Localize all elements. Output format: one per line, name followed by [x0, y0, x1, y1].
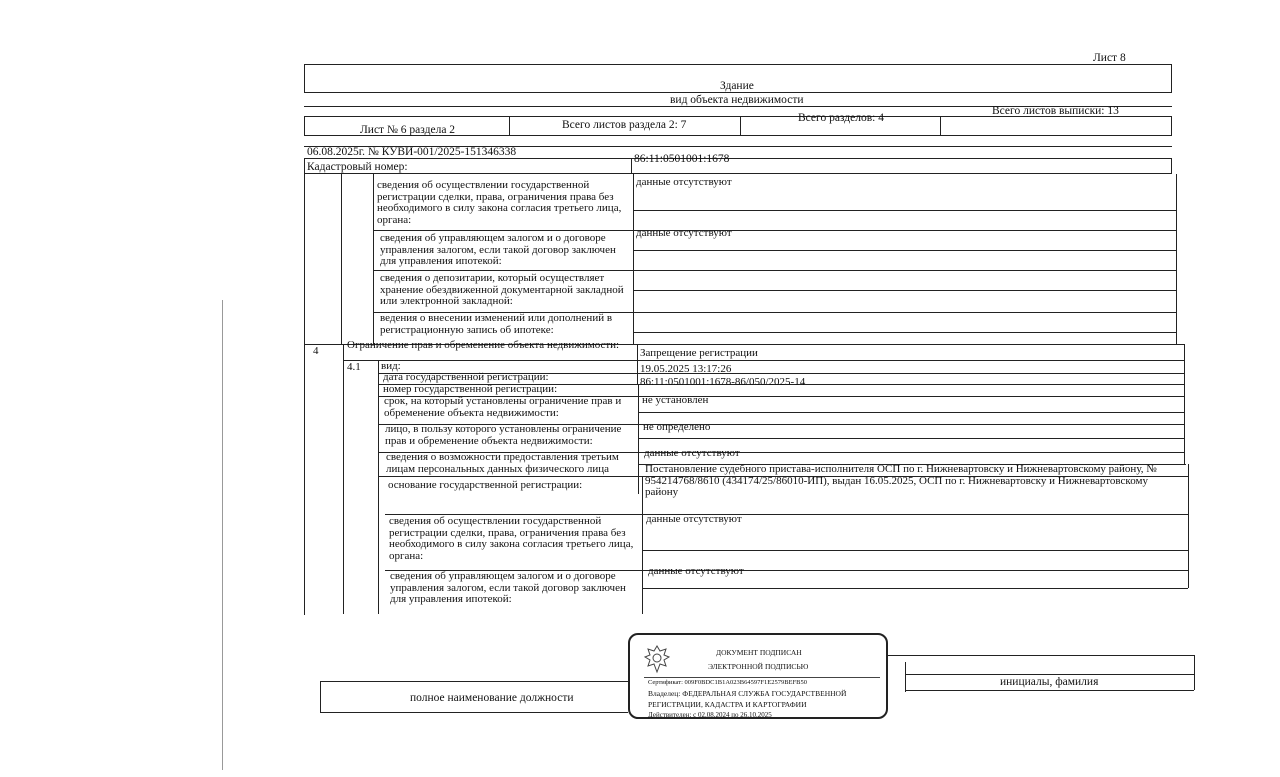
section4-row-line [638, 412, 1184, 413]
sheet-section: Лист № 6 раздела 2 [360, 124, 456, 136]
table-left-border [304, 174, 305, 615]
total-section-sheets: Всего листов раздела 2: 7 [562, 119, 687, 131]
section4-row-value: Постановление судебного пристава-исполнителя ОСП по г. Нижневартовску и Нижневартовскому району, № 954214768/8610 (434174/25/86010-ИП), выдан 16.05.2025, ОСП по г. Нижневартовску и Нижневартовскому району [645, 463, 1157, 498]
date-number: 06.08.2025г. № КУВИ-001/2025-151346338 [307, 146, 517, 158]
section4-row-value: не установлен [642, 394, 709, 406]
scan-edge-line [222, 300, 223, 770]
upper-row-value: данные отсутствуют [636, 227, 732, 239]
upper-row-line-3 [373, 270, 1176, 271]
upper-row-line-2 [373, 230, 1176, 231]
stamp-separator [644, 677, 880, 678]
stamp-owner2: РЕГИСТРАЦИИ, КАДАСТРА И КАРТОГРАФИИ [648, 700, 807, 709]
cadastral-row [304, 158, 1172, 174]
section4-row-label: лицо, в пользу которого установлены ограничение прав и обременение объекта недвижимости: [385, 423, 622, 447]
section4-row-line [638, 438, 1184, 439]
cadastral-label: Кадастровый номер: [307, 161, 408, 173]
cadastral-divider [631, 158, 632, 174]
stamp-line2: ЭЛЕКТРОННОЙ ПОДПИСЬЮ [708, 662, 809, 671]
section4-num: 4 [313, 345, 319, 357]
section4-right-border [1184, 344, 1185, 464]
upper-row-line-5 [633, 332, 1176, 333]
eagle-emblem-icon [642, 643, 672, 675]
stamp-owner1: Владелец: ФЕДЕРАЛЬНАЯ СЛУЖБА ГОСУДАРСТВЕННОЙ [648, 689, 847, 698]
table-col-b [373, 174, 374, 344]
section4-col-b [378, 360, 379, 614]
upper-row-label: сведения об управляющем залогом и о договоре управления залогом, если такой договор заключен для управления ипотекой: [380, 232, 616, 267]
stamp-certificate: Сертификат: 009F0BDC1B1A023B64597F1E2579BEFB50 [648, 679, 807, 686]
header-col-divider-3 [940, 116, 941, 136]
section4-row-value: данные отсутствуют [644, 447, 740, 459]
position-caption: полное наименование должности [410, 692, 574, 704]
section4-row-value: не определено [643, 421, 711, 433]
upper-row-line-3b [633, 290, 1176, 291]
total-sections: Всего разделов: 4 [798, 112, 884, 124]
footer-line-bottom [320, 712, 628, 713]
section4-col-value [637, 344, 638, 384]
footer-left-border [320, 681, 321, 712]
total-extract-sheets: Всего листов выписки: 13 [992, 105, 1119, 117]
section4-line-a [343, 360, 1184, 361]
upper-row-line-1 [633, 210, 1176, 211]
object-type: Здание [720, 80, 754, 92]
stamp-valid: Действителен: с 02.08.2024 по 26.10.2025 [648, 711, 772, 719]
upper-row-label: ведения о внесении изменений или дополнений в регистрационную запись об ипотеке: [380, 312, 613, 336]
section4-row-label: дата государственной регистрации: [383, 371, 549, 383]
upper-row-label: сведения о депозитарии, который осуществляет хранение обездвиженной документарной закладной или электронной закладной: [380, 272, 624, 307]
footer-right-line-bottom [905, 690, 1194, 691]
section4-row-value: данные отсутствуют [646, 513, 742, 525]
upper-row-value: данные отсутствуют [636, 176, 732, 188]
upper-row-label: сведения об осуществлении государственной регистрации сделки, права, ограничения права без необходимого в силу закона согласия третьего лица, органа: [377, 179, 622, 226]
header-col-divider-1 [509, 116, 510, 136]
footer-right-line-mid [905, 674, 1194, 675]
table-right-border [1176, 174, 1177, 344]
table-col-a [341, 174, 342, 344]
e-signature-stamp [628, 633, 888, 719]
section4-row-value: Запрещение регистрации [640, 347, 758, 359]
section4-row-label: номер государственной регистрации: [383, 383, 558, 395]
initials-caption: инициалы, фамилия [1000, 676, 1099, 688]
header-col-divider-2 [740, 116, 741, 136]
footer-right-border [1194, 655, 1195, 690]
section4-row-label: сведения об осуществлении государственной регистрации сделки, права, ограничения права без необходимого в силу закона согласия третьего лица, органа: [389, 515, 634, 562]
section4-row-line [642, 550, 1188, 551]
section4-row-label: основание государственной регистрации: [388, 479, 583, 491]
section4-row-label: сведения об управляющем залогом и о договоре управления залогом, если такой договор заключен для управления ипотекой: [390, 570, 626, 605]
section4-right-border-2 [1188, 464, 1189, 588]
section4-row-label: сведения о возможности предоставления третьим лицам персональных данных физического лица [386, 451, 619, 475]
section4-row-value: 86:11:0501001:1678-86/050/2025-14 [640, 376, 806, 388]
upper-row-line-2b [633, 250, 1176, 251]
section4-row-value: данные отсутствуют [648, 565, 744, 577]
section4-col-a [343, 344, 344, 614]
section4-sub-num: 4.1 [347, 361, 361, 373]
table-col-value [633, 174, 634, 344]
cadastral-value: 86:11:0501001:1678 [634, 153, 730, 165]
object-type-caption: вид объекта недвижимости [670, 94, 804, 106]
sheet-label: Лист 8 [1093, 52, 1126, 64]
section4-row-value: 19.05.2025 13:17:26 [640, 363, 732, 375]
section4-row-label: вид: [381, 360, 401, 372]
footer-line-top [320, 681, 628, 682]
section4-title: Ограничение прав и обременение объекта недвижимости: [347, 339, 620, 351]
footer-right-divider [905, 662, 906, 692]
footer-right-line-top [888, 655, 1194, 656]
stamp-line1: ДОКУМЕНТ ПОДПИСАН [716, 648, 802, 657]
section4-row-label: срок, на который установлены ограничение прав и обременение объекта недвижимости: [384, 395, 622, 419]
section4-row-line [642, 588, 1188, 589]
